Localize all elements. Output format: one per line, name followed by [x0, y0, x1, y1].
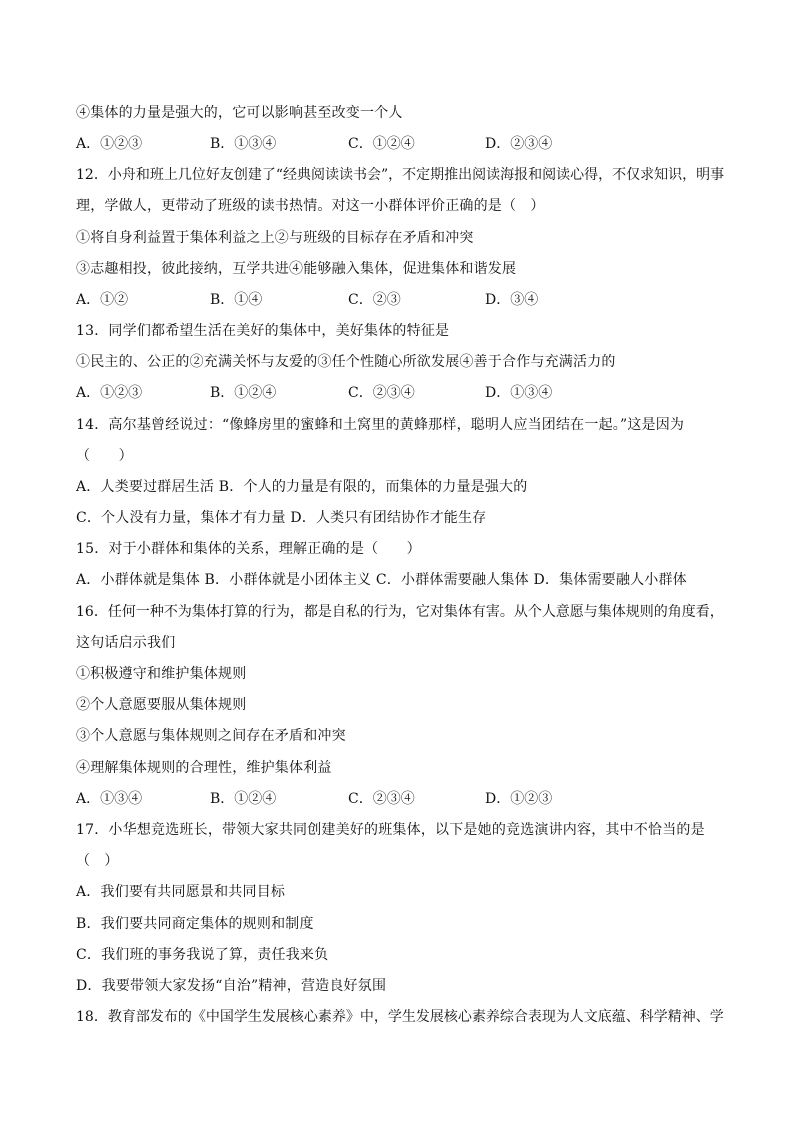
q13-stem: 13．同学们都希望生活在美好的集体中，美好集体的特征是 [76, 323, 450, 339]
q16-option-d: D．①②③ [485, 791, 553, 807]
q11-option-d: D．②③④ [485, 136, 553, 152]
q12-items-1-2: ①将自身利益置于集体利益之上②与班级的目标存在矛盾和冲突 [76, 230, 474, 246]
q17-answer-blank: （ ） [76, 853, 119, 869]
q16-item-4: ④理解集体规则的合理性，维护集体利益 [76, 760, 332, 776]
q15-stem: 15．对于小群体和集体的关系，理解正确的是（ ） [76, 541, 421, 557]
q12-option-c: C．②③ [348, 292, 401, 308]
q14-options-ab: A．人类要过群居生活 B．个人的力量是有限的，而集体的力量是强大的 [76, 479, 528, 495]
q14-options-cd: C．个人没有力量，集体才有力量 D．人类只有团结协作才能生存 [76, 510, 487, 526]
q13-option-d: D．①③④ [485, 385, 553, 401]
q17-option-d: D．我要带领大家发扬“自治”精神，营造良好氛围 [76, 978, 387, 994]
q16-item-2: ②个人意愿要服从集体规则 [76, 697, 247, 713]
q12-option-a: A．①② [76, 292, 129, 308]
q16-stem-line2: 这句话启示我们 [76, 635, 176, 651]
q16-item-1: ①积极遵守和维护集体规则 [76, 666, 247, 682]
q16-option-a: A．①③④ [76, 791, 143, 807]
q11-option-c: C．①②④ [348, 136, 415, 152]
q16-option-c: C．②③④ [348, 791, 415, 807]
q12-option-b: B．①④ [210, 292, 263, 308]
q17-option-b: B．我们要共同商定集体的规则和制度 [76, 916, 314, 932]
q11-option-a: A．①②③ [76, 136, 143, 152]
q17-stem: 17．小华想竞选班长，带领大家共同创建美好的班集体，以下是她的竞选演讲内容，其中不恰当的是 [76, 822, 705, 838]
q15-options: A．小群体就是集体 B．小群体就是小团体主义 C．小群体需要融人集体 D．集体需要融人小群体 [76, 572, 687, 588]
q12-stem-line2: 理，学做人，更带动了班级的读书热情。对这一小群体评价正确的是（ ） [76, 198, 545, 214]
q11-option-b: B．①③④ [210, 136, 277, 152]
q13-items: ①民主的、公正的②充满关怀与友爱的③任个性随心所欲发展④善于合作与充满活力的 [76, 354, 616, 370]
q17-option-a: A．我们要有共同愿景和共同目标 [76, 884, 286, 900]
q13-option-a: A．①②③ [76, 385, 143, 401]
q14-answer-blank: （ ） [76, 448, 133, 464]
q14-stem: 14．高尔基曾经说过：“像蜂房里的蜜蜂和土窝里的黄蜂那样，聪明人应当团结在一起。”这是因为 [76, 417, 685, 433]
q13-option-c: C．②③④ [348, 385, 415, 401]
q12-stem-line1: 12．小舟和班上几位好友创建了“经典阅读读书会”，不定期推出阅读海报和阅读心得，不仅求知识，明事 [76, 167, 725, 183]
q16-item-3: ③个人意愿与集体规则之间存在矛盾和冲突 [76, 728, 346, 744]
q12-option-d: D．③④ [485, 292, 539, 308]
q12-items-3-4: ③志趣相投，彼此接纳，互学共进④能够融入集体，促进集体和谐发展 [76, 261, 517, 277]
q16-option-b: B．①②④ [210, 791, 277, 807]
q11-item-4: ④集体的力量是强大的，它可以影响甚至改变一个人 [76, 105, 403, 121]
q18-stem: 18．教育部发布的《中国学生发展核心素养》中，学生发展核心素养综合表现为人文底蕴、科学精神、学 [76, 1009, 724, 1025]
q17-option-c: C．我们班的事务我说了算，责任我来负 [76, 947, 329, 963]
q16-stem-line1: 16．任何一种不为集体打算的行为，都是自私的行为，它对集体有害。从个人意愿与集体规则的角度看， [76, 604, 724, 620]
q13-option-b: B．①②④ [210, 385, 277, 401]
